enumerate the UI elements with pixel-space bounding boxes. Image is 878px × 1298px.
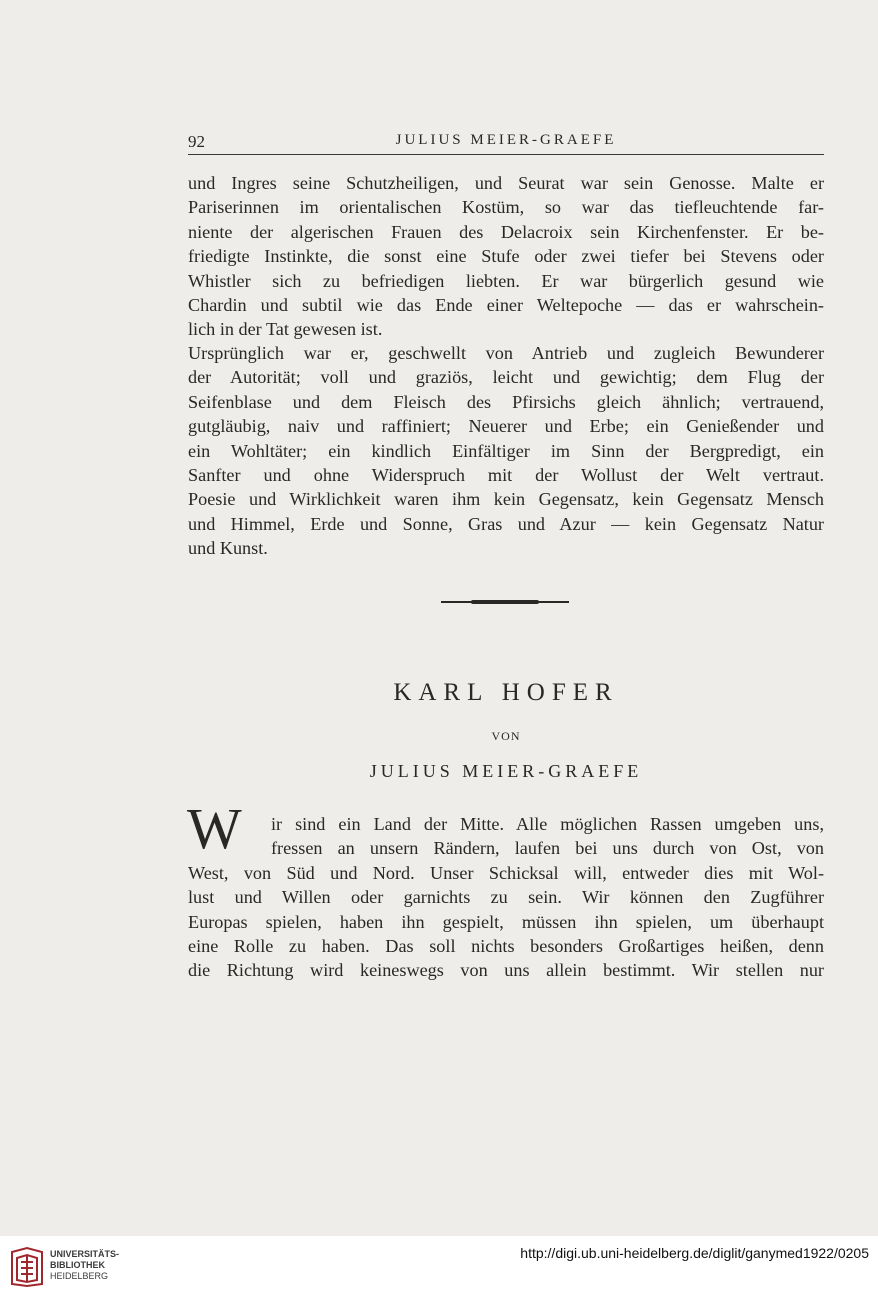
viewer-footer xyxy=(0,1236,878,1298)
article-title: KARL HOFER xyxy=(393,679,619,706)
text-line: eine Rolle zu haben. Das soll nichts besonders Großartiges heißen, denn xyxy=(188,935,824,956)
text-line: friedigte Instinkte, die sonst eine Stufe oder zwei tiefer bei Stevens oder xyxy=(188,246,824,267)
text-line: Whistler sich zu befriedigen liebten. Er war bürgerlich gesund wie xyxy=(188,270,824,291)
text-line: und Kunst. xyxy=(188,538,268,559)
section-divider xyxy=(441,601,569,603)
text-line: lust und Willen oder garnichts zu sein. Wir können den Zugführer xyxy=(188,887,824,908)
drop-cap: W xyxy=(187,796,242,861)
text-line: der Autorität; voll und graziös, leicht und gewichtig; dem Flug der xyxy=(188,367,824,388)
text-line: West, von Süd und Nord. Unser Schicksal will, entweder dies mit Wol- xyxy=(188,862,824,883)
text-line: die Richtung wird keineswegs von uns allein bestimmt. Wir stellen nur xyxy=(188,960,824,981)
library-name: UNIVERSITÄTS- BIBLIOTHEK HEIDELBERG xyxy=(50,1249,120,1281)
text-line: und Himmel, Erde und Sonne, Gras und Azur — kein Gegensatz Natur xyxy=(188,513,824,534)
article-byline-von: VON xyxy=(491,729,521,743)
text-line: Chardin und subtil wie das Ende einer Weltepoche — das er wahrschein- xyxy=(188,294,824,315)
page-number: 92 xyxy=(188,132,205,151)
paragraph-continuation xyxy=(188,171,824,342)
library-logo-icon xyxy=(9,1246,45,1288)
text-line: Seifenblase und dem Fleisch des Pfirsichs gleich ähnlich; vertrauend, xyxy=(188,391,824,412)
text-line: und Ingres seine Schutzheiligen, und Seurat war sein Genosse. Malte er xyxy=(188,173,824,193)
text-line: Ursprünglich war er, geschwellt von Antrieb und zugleich Bewunderer xyxy=(188,343,824,363)
permalink-url[interactable]: http://digi.ub.uni-heidelberg.de/diglit/ganymed1922/0205 xyxy=(520,1245,869,1261)
text-line: ein Wohltäter; ein kindlich Einfältiger im Sinn der Bergpredigt, ein xyxy=(188,440,824,461)
text-line: lich in der Tat gewesen ist. xyxy=(188,319,383,340)
text-line: Europas spielen, haben ihn gespielt, müssen ihn spielen, um überhaupt xyxy=(188,911,824,932)
text-line: niente der algerischen Frauen des Delacroix sein Kirchenfenster. Er be- xyxy=(188,221,824,242)
text-line: fressen an unsern Rändern, laufen bei uns durch von Ost, von xyxy=(271,838,824,859)
article-body xyxy=(188,812,824,983)
article-author: JULIUS MEIER-GRAEFE xyxy=(369,761,643,781)
text-line: gutgläubig, naiv und raffiniert; Neuerer und Erbe; ein Genießender und xyxy=(188,416,824,437)
running-head-title: JULIUS MEIER-GRAEFE xyxy=(395,132,617,148)
text-line: Pariserinnen im orientalischen Kostüm, so war das tiefleuchtende far- xyxy=(188,197,824,218)
running-head xyxy=(188,130,824,155)
text-line: ir sind ein Land der Mitte. Alle möglichen Rassen umgeben uns, xyxy=(271,814,824,834)
text-line: Poesie und Wirklichkeit waren ihm kein Gegensatz, kein Gegensatz Mensch xyxy=(188,489,824,510)
text-line: Sanfter und ohne Widerspruch mit der Wollust der Welt vertraut. xyxy=(188,464,824,485)
paragraph-urspruenglich xyxy=(188,341,824,561)
